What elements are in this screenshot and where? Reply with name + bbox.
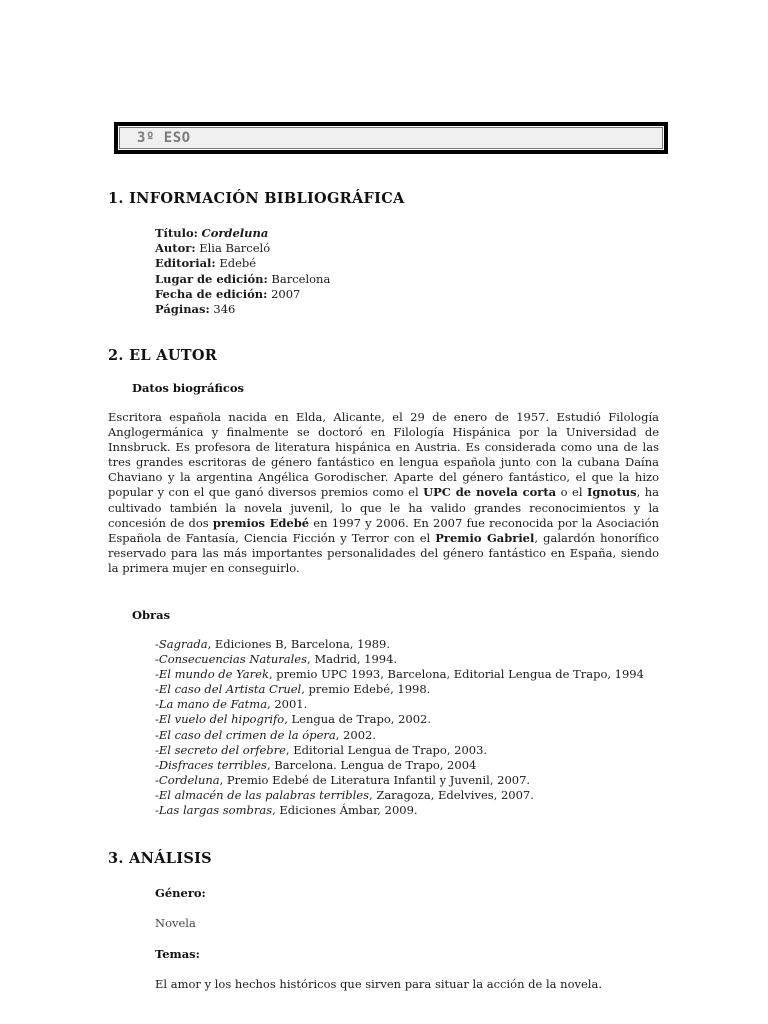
work-details: , Ediciones B, Barcelona, 1989.	[207, 637, 391, 651]
field-pages	[155, 302, 330, 317]
bio-text: o el	[556, 485, 587, 500]
field-publisher	[155, 256, 330, 271]
bio-highlight: Premio Gabriel	[435, 530, 535, 545]
work-item	[155, 743, 644, 758]
field-label: Autor:	[155, 241, 196, 256]
bio-text: en 1997 y 2006. En 2007 fue reconocida por la Asociación Española de Fantasía, Ciencia Ficción y Terror con el	[108, 515, 659, 545]
work-item	[155, 697, 644, 712]
work-title: Cordeluna	[158, 772, 220, 787]
work-bullet: -	[155, 772, 159, 787]
field-label: Fecha de edición:	[155, 286, 268, 301]
work-details: , Premio Edebé de Literatura Infantil y Juvenil, 2007.	[219, 772, 531, 787]
course-level-inner	[119, 127, 663, 149]
field-date	[155, 287, 330, 302]
field-label: Lugar de edición:	[155, 271, 268, 286]
work-bullet: -	[155, 712, 159, 727]
work-item	[155, 652, 644, 667]
course-level-label: 3º ESO	[137, 130, 191, 146]
field-author	[155, 241, 330, 256]
work-details: , Zaragoza, Edelvives, 2007.	[369, 787, 534, 802]
section-heading-bibliographic-info: 1. INFORMACIÓN BIBLIOGRÁFICA	[108, 190, 405, 207]
work-item	[155, 637, 644, 652]
themes-label: Temas:	[155, 947, 200, 961]
work-details: , premio Edebé, 1998.	[301, 682, 431, 697]
field-label: Páginas:	[155, 302, 210, 317]
work-title: El vuelo del hipogrifo	[158, 712, 285, 727]
work-details: , Ediciones Ámbar, 2009.	[272, 803, 418, 818]
section-heading-author: 2. EL AUTOR	[108, 347, 218, 364]
themes-value: El amor y los hechos históricos que sirven para situar la acción de la novela.	[155, 977, 602, 991]
work-item	[155, 682, 644, 697]
work-title: El secreto del orfebre	[158, 742, 286, 757]
field-value: Barcelona	[271, 271, 331, 286]
work-bullet: -	[155, 787, 159, 802]
field-title	[155, 226, 330, 241]
work-item	[155, 788, 644, 803]
field-place	[155, 272, 330, 287]
work-details: , premio UPC 1993, Barcelona, Editorial Lengua de Trapo, 1994	[268, 667, 644, 682]
bio-text: , ha cultivado también la novela juvenil, lo que le ha valido grandes reconocimientos y la concesión de dos	[108, 485, 660, 530]
work-details: , Lengua de Trapo, 2002.	[284, 712, 431, 727]
work-details: , Editorial Lengua de Trapo, 2003.	[285, 742, 488, 757]
work-title: Sagrada	[158, 637, 208, 651]
work-details: , Barcelona. Lengua de Trapo, 2004	[266, 757, 477, 772]
field-label: Editorial:	[155, 256, 216, 271]
work-details: , Madrid, 1994.	[307, 652, 398, 667]
work-item	[155, 758, 644, 773]
bio-text: , galardón honorífico reservado para las más importantes personalidades del género fantástico en España, siendo la primera mujer en conseguirlo.	[108, 530, 660, 575]
bio-highlight: UPC de novela corta	[423, 485, 557, 500]
field-value: 2007	[271, 286, 301, 301]
work-bullet: -	[155, 757, 159, 772]
work-bullet: -	[155, 682, 159, 697]
section-heading-analysis: 3. ANÁLISIS	[108, 850, 212, 867]
field-value: 346	[213, 302, 236, 317]
bio-highlight: premios Edebé	[212, 515, 310, 530]
work-details: , 2002.	[335, 727, 376, 742]
work-title: El caso del crimen de la ópera	[158, 727, 336, 742]
work-item	[155, 728, 644, 743]
work-item	[155, 712, 644, 727]
work-item	[155, 667, 644, 682]
work-bullet: -	[155, 803, 159, 818]
work-bullet: -	[155, 667, 159, 682]
work-title: El mundo de Yarek	[158, 667, 269, 682]
field-label: Título:	[155, 226, 198, 240]
field-value: Elia Barceló	[199, 241, 271, 256]
bibliographic-fields	[155, 226, 330, 317]
work-title: La mano de Fatma	[158, 697, 268, 712]
work-title: Las largas sombras	[158, 803, 273, 818]
work-title: El almacén de las palabras terribles	[158, 787, 370, 802]
bio-highlight: Ignotus	[587, 485, 637, 500]
bio-text: Escritora española nacida en Elda, Alicante, el 29 de enero de 1957. Estudió Filología Anglogermánica y finalmente se doctoró en Filología Hispánica por la Universidad de Innsbruck. Es profesora de literatura hispánica en Austria. Es considerada como una de las tres grandes escritoras de género fantástico en lengua española junto con la cubana Daína Chaviano y la argentina Angélica Gorodischer. Aparte del género fantástico, el que la hizo popular y con el que ganó diversos premios como el	[108, 410, 659, 500]
work-title: Disfraces terribles	[158, 757, 267, 772]
work-item	[155, 773, 644, 788]
works-list	[155, 637, 644, 818]
work-item	[155, 803, 644, 818]
course-level-box	[114, 122, 668, 154]
work-bullet: -	[155, 727, 159, 742]
work-details: , 2001.	[267, 697, 308, 712]
work-bullet: -	[155, 652, 159, 667]
work-title: El caso del Artista Cruel	[158, 682, 302, 697]
work-title: Consecuencias Naturales	[158, 652, 308, 667]
field-value: Cordeluna	[201, 226, 269, 240]
work-bullet: -	[155, 637, 159, 651]
biography-paragraph	[108, 410, 659, 576]
field-value: Edebé	[219, 256, 257, 271]
subheading-works: Obras	[132, 608, 171, 622]
subheading-biography: Datos biográficos	[132, 381, 245, 395]
work-bullet: -	[155, 697, 159, 712]
work-bullet: -	[155, 742, 159, 757]
genre-label: Género:	[155, 886, 206, 900]
genre-value: Novela	[155, 916, 196, 930]
